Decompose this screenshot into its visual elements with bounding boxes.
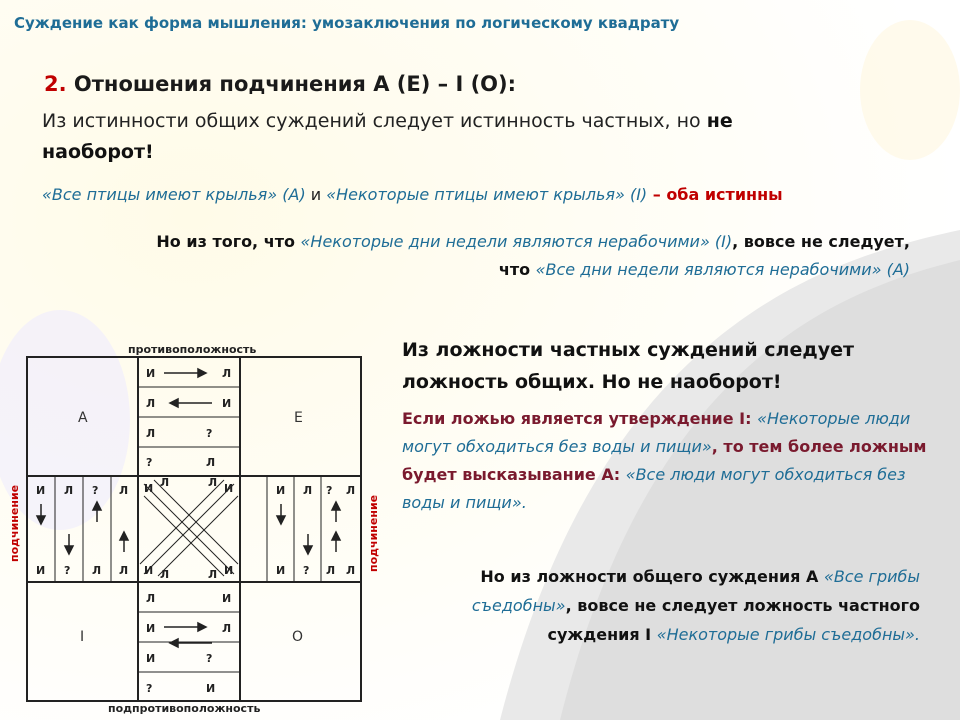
mushroom-lead: Но из ложности общего суждения А [480, 567, 824, 586]
example-birds-i: «Некоторые птицы имеют крылья» (I) [326, 185, 648, 204]
bottom-row-4-right: И [206, 682, 216, 695]
top-row-3-right: ? [206, 427, 213, 440]
left-col-3-bottom: Л [92, 564, 102, 577]
bottom-row-4-left: ? [146, 682, 153, 695]
mushroom-quote-a: «Все грибы съедобны» [471, 567, 920, 615]
top-row-1-left: И [146, 367, 156, 380]
center-bottom-2: Л [160, 568, 170, 581]
center-top-1: И [144, 482, 154, 495]
bottom-row-2-left: И [146, 622, 156, 635]
example-days [130, 228, 910, 284]
top-row-2-left: Л [146, 397, 156, 410]
example-days-mid: , вовсе не следует, что [498, 232, 910, 279]
example-days-a: «Все дни недели являются нерабочими» (А) [535, 260, 910, 279]
right-col-3-top: ? [326, 484, 333, 497]
center-bottom-1: И [144, 564, 154, 577]
left-col-1-top: И [36, 484, 46, 497]
example-days-i: «Некоторые дни недели являются нерабочими» (I) [300, 232, 733, 251]
corner-e: Е [294, 410, 303, 426]
label-subcontrariety: подпротивоположность [108, 702, 261, 715]
center-bottom-4: И [224, 564, 234, 577]
right-col-4-top: Л [346, 484, 356, 497]
left-col-2-top: Л [64, 484, 74, 497]
left-col-4-top: Л [119, 484, 129, 497]
example-birds-conclusion: – оба истинны [647, 185, 783, 204]
falsity-example-mid: , то тем более ложным будет высказывание А: [402, 437, 927, 484]
center-bottom-3: Л [208, 568, 218, 581]
example-days-lead: Но из того, что [156, 232, 301, 251]
right-col-2-top: Л [303, 484, 313, 497]
mushroom-example [400, 562, 920, 649]
right-col-1-top: И [276, 484, 286, 497]
section-title: Отношения подчинения А (Е) – I (О): [73, 72, 517, 96]
example-birds [42, 185, 783, 204]
left-col-3-top: ? [92, 484, 99, 497]
left-col-4-bottom: Л [119, 564, 129, 577]
right-col-1-bottom: И [276, 564, 286, 577]
rule-emphasis: не наоборот! [42, 110, 733, 163]
center-top-4: И [224, 482, 234, 495]
label-subordination-right: подчинение [367, 494, 380, 572]
bottom-row-1-right: И [222, 592, 232, 605]
falsity-example-quote-i: «Некоторые люди могут обходиться без воды и пищи» [402, 409, 911, 456]
mushroom-mid: , вовсе не следует ложность частного суждения I [547, 596, 920, 644]
falsity-example [402, 405, 927, 517]
example-birds-a: «Все птицы имеют крылья» (А) [42, 185, 306, 204]
corner-a: А [78, 410, 88, 426]
corner-o: О [292, 629, 304, 645]
section-number: 2. [44, 72, 67, 96]
label-subordination-left: подчинение [8, 484, 21, 562]
bottom-row-3-left: И [146, 652, 156, 665]
left-col-2-bottom: ? [64, 564, 71, 577]
bottom-row-2-right: Л [222, 622, 232, 635]
top-row-1-right: Л [222, 367, 232, 380]
right-col-4-bottom: Л [346, 564, 356, 577]
falsity-example-lead: Если ложью является утверждение I: [402, 409, 758, 428]
top-row-3-left: Л [146, 427, 156, 440]
right-col-3-bottom: Л [326, 564, 336, 577]
falsity-example-quote-a: «Все люди могут обходиться без воды и пищи». [402, 465, 906, 512]
top-row-4-right: Л [206, 456, 216, 469]
slide-header: Суждение как форма мышления: умозаключения по логическому квадрату [14, 14, 680, 32]
section-heading [44, 72, 516, 96]
corner-i: I [80, 629, 85, 645]
example-birds-and: и [305, 185, 327, 204]
mushroom-quote-i: «Некоторые грибы съедобны». [656, 625, 920, 644]
center-top-2: Л [160, 476, 170, 489]
label-contrariety: противоположность [128, 343, 257, 356]
center-top-3: Л [208, 476, 218, 489]
left-col-1-bottom: И [36, 564, 46, 577]
logical-square-diagram [26, 356, 362, 702]
bottom-row-1-left: Л [146, 592, 156, 605]
top-row-4-left: ? [146, 456, 153, 469]
falsity-rule-heading: Из ложности частных суждений следует ложность общих. Но не наоборот! [402, 339, 854, 393]
bottom-row-3-right: ? [206, 652, 213, 665]
top-row-2-right: И [222, 397, 232, 410]
rule-text: Из истинности общих суждений следует истинность частных, но [42, 110, 707, 132]
rule-paragraph [42, 106, 842, 168]
right-col-2-bottom: ? [303, 564, 310, 577]
